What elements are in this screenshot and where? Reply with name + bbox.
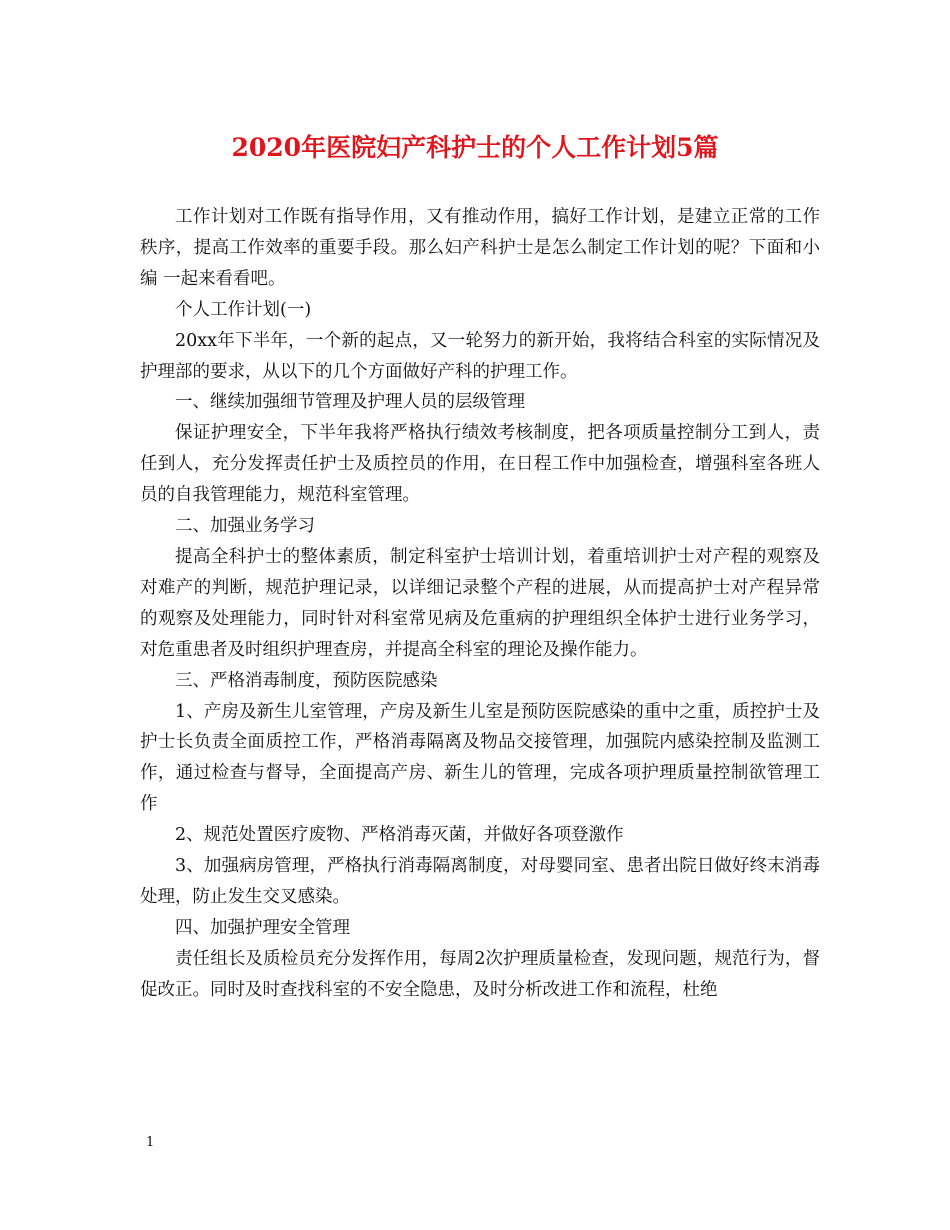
document-title: 2020年医院妇产科护士的个人工作计划5篇 <box>231 133 719 162</box>
paragraph-quality-check: 责任组长及质检员充分发挥作用，每周2次护理质量检查，发现问题，规范行为，督促改正。同时及时查找科室的不安全隐患，及时分析改进工作和流程，杜绝 <box>140 948 820 1000</box>
list-item-disinfection-2: 2、规范处置医疗废物、严格消毒灭菌，并做好各项登激作 <box>175 825 624 846</box>
list-item-disinfection-3: 3、加强病房管理，严格执行消毒隔离制度，对母婴同室、患者出院日做好终末消毒处理，防止发生交叉感染。 <box>140 856 820 907</box>
section-heading-one: 一、继续加强细节管理及护理人员的层级管理 <box>175 392 525 413</box>
document-body <box>140 202 820 1006</box>
paragraph-overview: 20xx年下半年，一个新的起点，又一轮努力的新开始，我将结合科室的实际情况及护理部的要求，从以下的几个方面做好产科的护理工作。 <box>140 330 820 382</box>
section-heading-three: 三、严格消毒制度，预防医院感染 <box>175 670 438 691</box>
paragraph-intro: 工作计划对工作既有指导作用，又有推动作用，搞好工作计划，是建立正常的工作秩序，提高工作效率的重要手段。那么妇产科护士是怎么制定工作计划的呢？下面和小编 一起来看看吧。 <box>140 207 820 289</box>
paragraph-safety: 保证护理安全，下半年我将严格执行绩效考核制度，把各项质量控制分工到人，责任到人，充分发挥责任护士及质控员的作用，在日程工作中加强检查，增强科室各班人员的自我管理能力，规范科室管理。 <box>140 423 820 506</box>
paragraph-training: 提高全科护士的整体素质，制定科室护士培训计划，着重培训护士对产程的观察及对难产的判断，规范护理记录，以详细记录整个产程的进展，从而提高护士对产程异常的观察及处理能力，同时针对科室常见病及危重病的护理组织全体护士进行业务学习，对危重患者及时组织护理查房，并提高全科室的理论及操作能力。 <box>140 546 820 660</box>
section-heading-four: 四、加强护理安全管理 <box>175 917 350 938</box>
page-number: 1 <box>146 1135 155 1150</box>
section-heading-two: 二、加强业务学习 <box>175 516 315 537</box>
list-item-disinfection-1: 1、产房及新生儿室管理，产房及新生儿室是预防医院感染的重中之重，质控护士及护士长负责全面质控工作，严格消毒隔离及物品交接管理，加强院内感染控制及监测工作，通过检查与督导，全面提高产房、新生儿的管理，完成各项护理质量控制欲管理工作 <box>140 701 820 815</box>
section-heading-plan-one: 个人工作计划(一) <box>175 299 312 320</box>
